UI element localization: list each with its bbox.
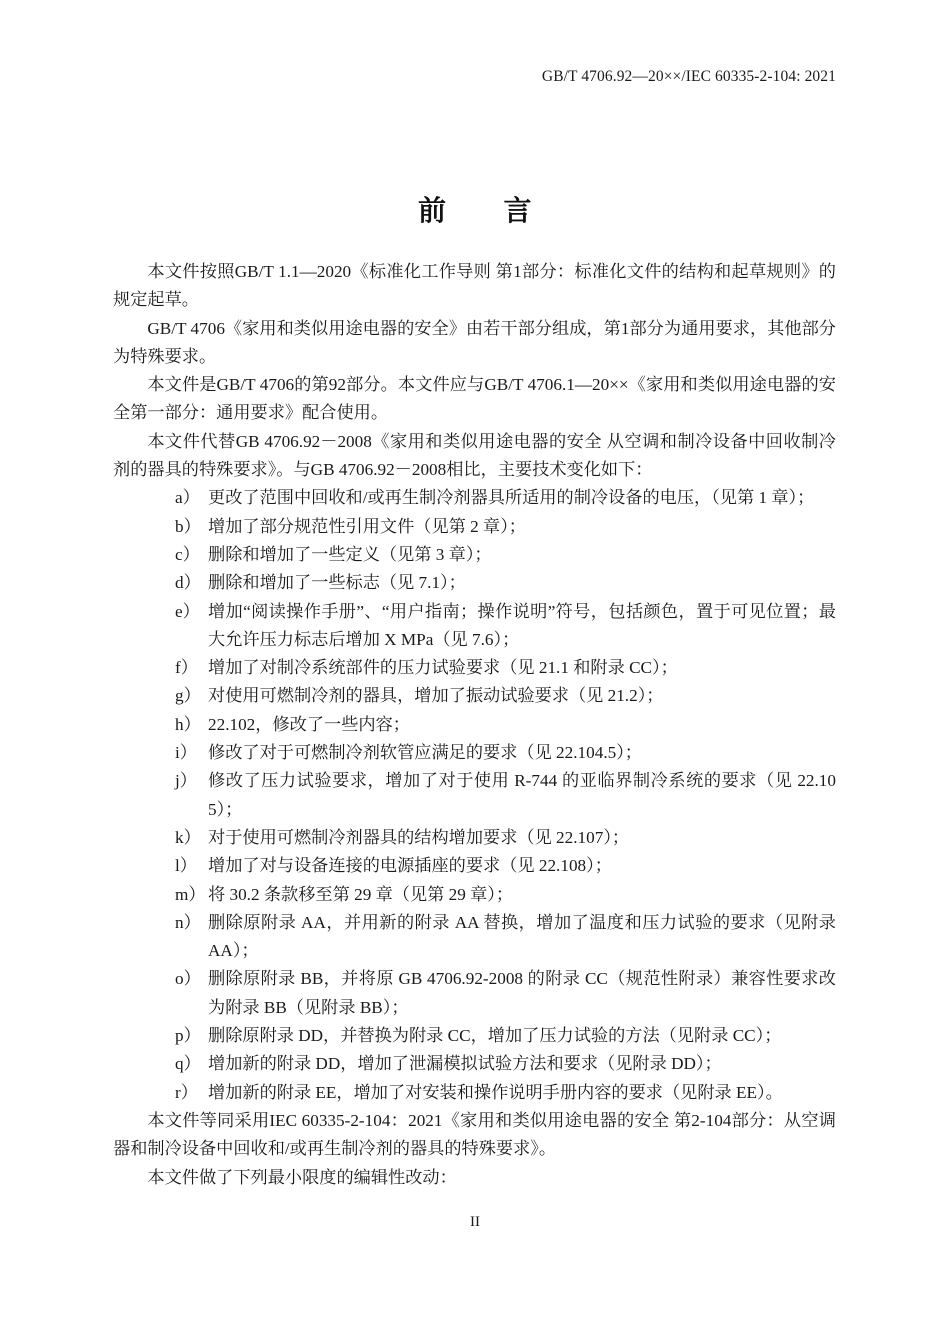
technical-changes-list xyxy=(113,484,836,1107)
list-marker: j） xyxy=(175,771,197,791)
list-marker: a） xyxy=(175,488,200,508)
list-item-text: 增加了对与设备连接的电源插座的要求（见 22.108）； xyxy=(208,856,612,876)
list-marker: m） xyxy=(175,884,206,904)
list-item-text: 删除和增加了一些标志（见 7.1）； xyxy=(208,573,466,593)
list-marker: r） xyxy=(175,1082,198,1102)
list-item-text: 将 30.2 条款移至第 29 章（见第 29 章）； xyxy=(208,884,514,904)
list-marker: e） xyxy=(175,601,200,621)
list-marker: d） xyxy=(175,573,201,593)
paragraph-scope-basis: 本文件按照GB/T 1.1—2020《标准化工作导则 第1部分：标准化文件的结构和起草规则》的规定起草。 xyxy=(113,262,836,310)
list-marker: g） xyxy=(175,686,201,706)
list-marker: b） xyxy=(175,516,201,536)
list-marker: l） xyxy=(175,856,197,876)
list-item-text: 删除原附录 DD，并替换为附录 CC，增加了压力试验的方法（见附录 CC）； xyxy=(208,1026,782,1046)
list-item-text: 增加了对制冷系统部件的压力试验要求（见 21.1 和附录 CC）； xyxy=(208,658,678,678)
list-item xyxy=(113,767,836,824)
list-item xyxy=(113,513,836,541)
list-item-text: 更改了范围中回收和/或再生制冷剂器具所适用的制冷设备的电压，（见第 1 章）； xyxy=(208,488,815,508)
list-marker: i） xyxy=(175,743,197,763)
paragraph-editorial-changes: 本文件做了下列最小限度的编辑性改动： xyxy=(147,1167,457,1187)
list-item xyxy=(113,711,836,739)
list-marker: q） xyxy=(175,1054,201,1074)
paragraph-part-number: 本文件是GB/T 4706的第92部分。本文件应与GB/T 4706.1—20××《家用和类似用途电器的安全第一部分：通用要求》配合使用。 xyxy=(113,375,836,423)
paragraph-supersedes: 本文件代替GB 4706.92－2008《家用和类似用途电器的安全 从空调和制冷设备中回收制冷剂的器具的特殊要求》。与GB 4706.92－2008相比，主要技术变化如下： xyxy=(113,431,836,480)
page-title: 前 言 xyxy=(417,193,532,227)
list-item xyxy=(113,909,836,966)
list-item xyxy=(113,881,836,909)
list-marker: f） xyxy=(175,658,198,678)
list-marker: n） xyxy=(175,912,201,932)
running-header: GB/T 4706.92—20××/IEC 60335-2-104: 2021 xyxy=(541,68,836,85)
list-item-text: 增加新的附录 EE，增加了对安装和操作说明手册内容的要求（见附录 EE）。 xyxy=(208,1082,783,1102)
list-item-text: 22.102，修改了一些内容； xyxy=(208,714,410,734)
list-item xyxy=(113,1050,836,1078)
list-item xyxy=(113,598,836,655)
list-item-text: 修改了压力试验要求，增加了对于使用 R-744 的亚临界制冷系统的要求（见 22.105）； xyxy=(208,771,836,819)
list-item xyxy=(113,1079,836,1107)
list-item xyxy=(113,484,836,512)
list-item-text: 删除和增加了一些定义（见第 3 章）； xyxy=(208,544,492,564)
list-marker: p） xyxy=(175,1026,201,1046)
list-item-text: 删除原附录 BB，并将原 GB 4706.92-2008 的附录 CC（规范性附录）兼容性要求改为附录 BB（见附录 BB）； xyxy=(208,969,836,1017)
list-item xyxy=(113,852,836,880)
list-item xyxy=(113,569,836,597)
list-item xyxy=(113,682,836,710)
page-number: II xyxy=(470,1214,480,1230)
list-item-text: 对于使用可燃制冷剂器具的结构增加要求（见 22.107）； xyxy=(208,827,630,847)
list-item-text: 修改了对于可燃制冷剂软管应满足的要求（见 22.104.5）； xyxy=(208,743,642,763)
list-item xyxy=(113,541,836,569)
list-marker: h） xyxy=(175,714,201,734)
list-marker: k） xyxy=(175,827,201,847)
list-item xyxy=(113,824,836,852)
foreword-body xyxy=(113,258,836,1192)
list-item-text: 增加“阅读操作手册”、“用户指南；操作说明”符号，包括颜色，置于可见位置；最大允许压力标志后增加 X MPa（见 7.6）； xyxy=(208,601,836,649)
list-item xyxy=(113,739,836,767)
list-item xyxy=(113,965,836,1022)
list-item xyxy=(113,654,836,682)
paragraph-series-structure: GB/T 4706《家用和类似用途电器的安全》由若干部分组成，第1部分为通用要求，其他部分为特殊要求。 xyxy=(113,318,836,366)
list-item xyxy=(113,1022,836,1050)
list-item-text: 对使用可燃制冷剂的器具，增加了振动试验要求（见 21.2）； xyxy=(208,686,664,706)
list-marker: c） xyxy=(175,544,200,564)
list-marker: o） xyxy=(175,969,201,989)
list-item-text: 增加新的附录 DD，增加了泄漏模拟试验方法和要求（见附录 DD）； xyxy=(208,1054,722,1074)
list-item-text: 删除原附录 AA，并用新的附录 AA 替换，增加了温度和压力试验的要求（见附录 AA）； xyxy=(208,912,836,961)
list-item-text: 增加了部分规范性引用文件（见第 2 章）； xyxy=(208,516,526,536)
paragraph-iec-adoption: 本文件等同采用IEC 60335-2-104：2021《家用和类似用途电器的安全 第2-104部分：从空调器和制冷设备中回收和/或再生制冷剂的器具的特殊要求》。 xyxy=(113,1110,836,1159)
